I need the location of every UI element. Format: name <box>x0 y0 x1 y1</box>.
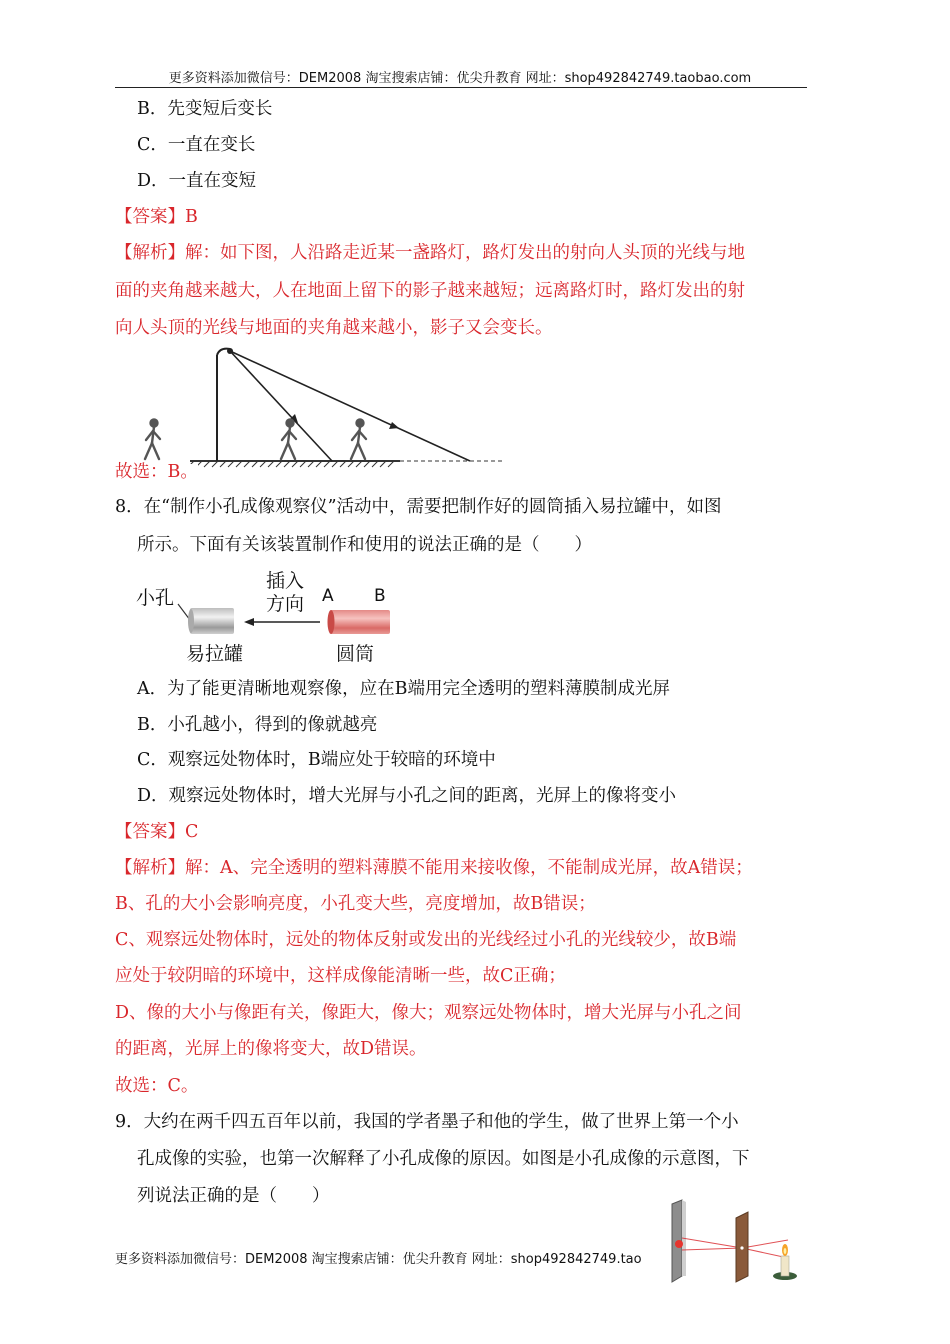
page-header: 更多资料添加微信号：DEM2008 淘宝搜索店铺：优尖升教育 网址：shop492842749.taobao.com <box>168 71 752 86</box>
walking-person-3 <box>351 420 366 460</box>
q8-choice: 故选：C。 <box>115 1076 199 1096</box>
tube-end-a <box>328 610 335 634</box>
q9-stem-line-1: 9．大约在两千四五百年以前，我国的学者墨子和他的学生，做了世界上第一个小 <box>115 1112 739 1132</box>
light-rays <box>230 351 470 461</box>
q7-analysis-line-3: 向人头顶的光线与地面的夹角越来越小，影子又会变长。 <box>115 318 553 338</box>
q7-option-d: D．一直在变短 <box>137 171 257 191</box>
q7-option-c: C．一直在变长 <box>137 135 256 155</box>
q8-option-d: D．观察远处物体时，增大光屏与小孔之间的距离，光屏上的像将变小 <box>137 786 677 806</box>
q8-stem-line-2: 所示。下面有关该装置制作和使用的说法正确的是（ ） <box>137 535 592 555</box>
label-hole: 小孔 <box>136 587 175 609</box>
tube-body <box>330 610 390 634</box>
header-divider <box>115 87 807 88</box>
q8-analysis-line-4: 应处于较阴暗的环境中，这样成像能清晰一些，故C正确； <box>115 966 566 986</box>
label-tube: 圆筒 <box>336 643 375 665</box>
q8-analysis-line-6: 的距离，光屏上的像将变大，故D错误。 <box>115 1039 427 1059</box>
can-end <box>188 609 194 633</box>
pinhole <box>740 1246 743 1249</box>
q8-option-c: C．观察远处物体时，B端应处于较暗的环境中 <box>137 750 496 770</box>
label-b: B <box>374 586 386 606</box>
streetlamp <box>217 349 230 461</box>
candle <box>773 1244 797 1280</box>
label-can: 易拉罐 <box>186 643 244 665</box>
q8-option-b: B．小孔越小，得到的像就越亮 <box>137 715 378 735</box>
q8-option-a: A．为了能更清晰地观察像，应在B端用完全透明的塑料薄膜制成光屏 <box>137 679 670 699</box>
q7-choice: 故选：B。 <box>115 462 198 482</box>
label-insert-1: 插入 <box>266 570 305 592</box>
q9-stem-line-3: 列说法正确的是（ ） <box>137 1186 330 1206</box>
q7-analysis-line-2: 面的夹角越来越大，人在地面上留下的影子越来越短；远离路灯时，路灯发出的射 <box>115 281 745 301</box>
ground-hatching <box>188 461 400 467</box>
q8-analysis-line-1: 【解析】解：A、完全透明的塑料薄膜不能用来接收像，不能制成光屏，故A错误； <box>115 858 753 878</box>
q8-analysis-line-2: B、孔的大小会影响亮度，小孔变大些，亮度增加，故B错误； <box>115 894 596 914</box>
q8-stem-line-1: 8．在“制作小孔成像观察仪”活动中，需要把制作好的圆筒插入易拉罐中，如图 <box>115 497 722 517</box>
q8-answer: 【答案】C <box>115 822 199 842</box>
pinhole-viewer-diagram <box>130 568 400 668</box>
can-body <box>190 608 234 634</box>
q7-answer: 【答案】B <box>115 207 198 227</box>
ray-arrow-2 <box>389 422 399 429</box>
projection-rays <box>682 1238 788 1258</box>
label-insert-2: 方向 <box>266 593 305 615</box>
q9-stem-line-2: 孔成像的实验，也第一次解释了小孔成像的原因。如图是小孔成像的示意图，下 <box>137 1149 750 1169</box>
q8-analysis-line-3: C、观察远处物体时，远处的物体反射或发出的光线经过小孔的光线较少，故B端 <box>115 930 737 950</box>
streetlamp-shadow-diagram <box>112 343 507 468</box>
walking-person-1 <box>145 420 160 460</box>
label-a: A <box>322 586 334 606</box>
q8-analysis-line-5: D、像的大小与像距有关，像距大，像大；观察远处物体时，增大光屏与小孔之间 <box>115 1003 742 1023</box>
q7-option-b: B．先变短后变长 <box>137 99 273 119</box>
pinhole-imaging-diagram <box>660 1198 810 1288</box>
q7-analysis-line-1: 【解析】解：如下图，人沿路走近某一盏路灯，路灯发出的射向人头顶的光线与地 <box>115 243 745 263</box>
walking-person-2 <box>281 420 296 460</box>
inverted-image <box>675 1240 683 1248</box>
page-footer: 更多资料添加微信号：DEM2008 淘宝搜索店铺：优尖升教育 网址：shop492842749.tao <box>115 1252 642 1267</box>
insert-arrowhead <box>244 618 254 626</box>
